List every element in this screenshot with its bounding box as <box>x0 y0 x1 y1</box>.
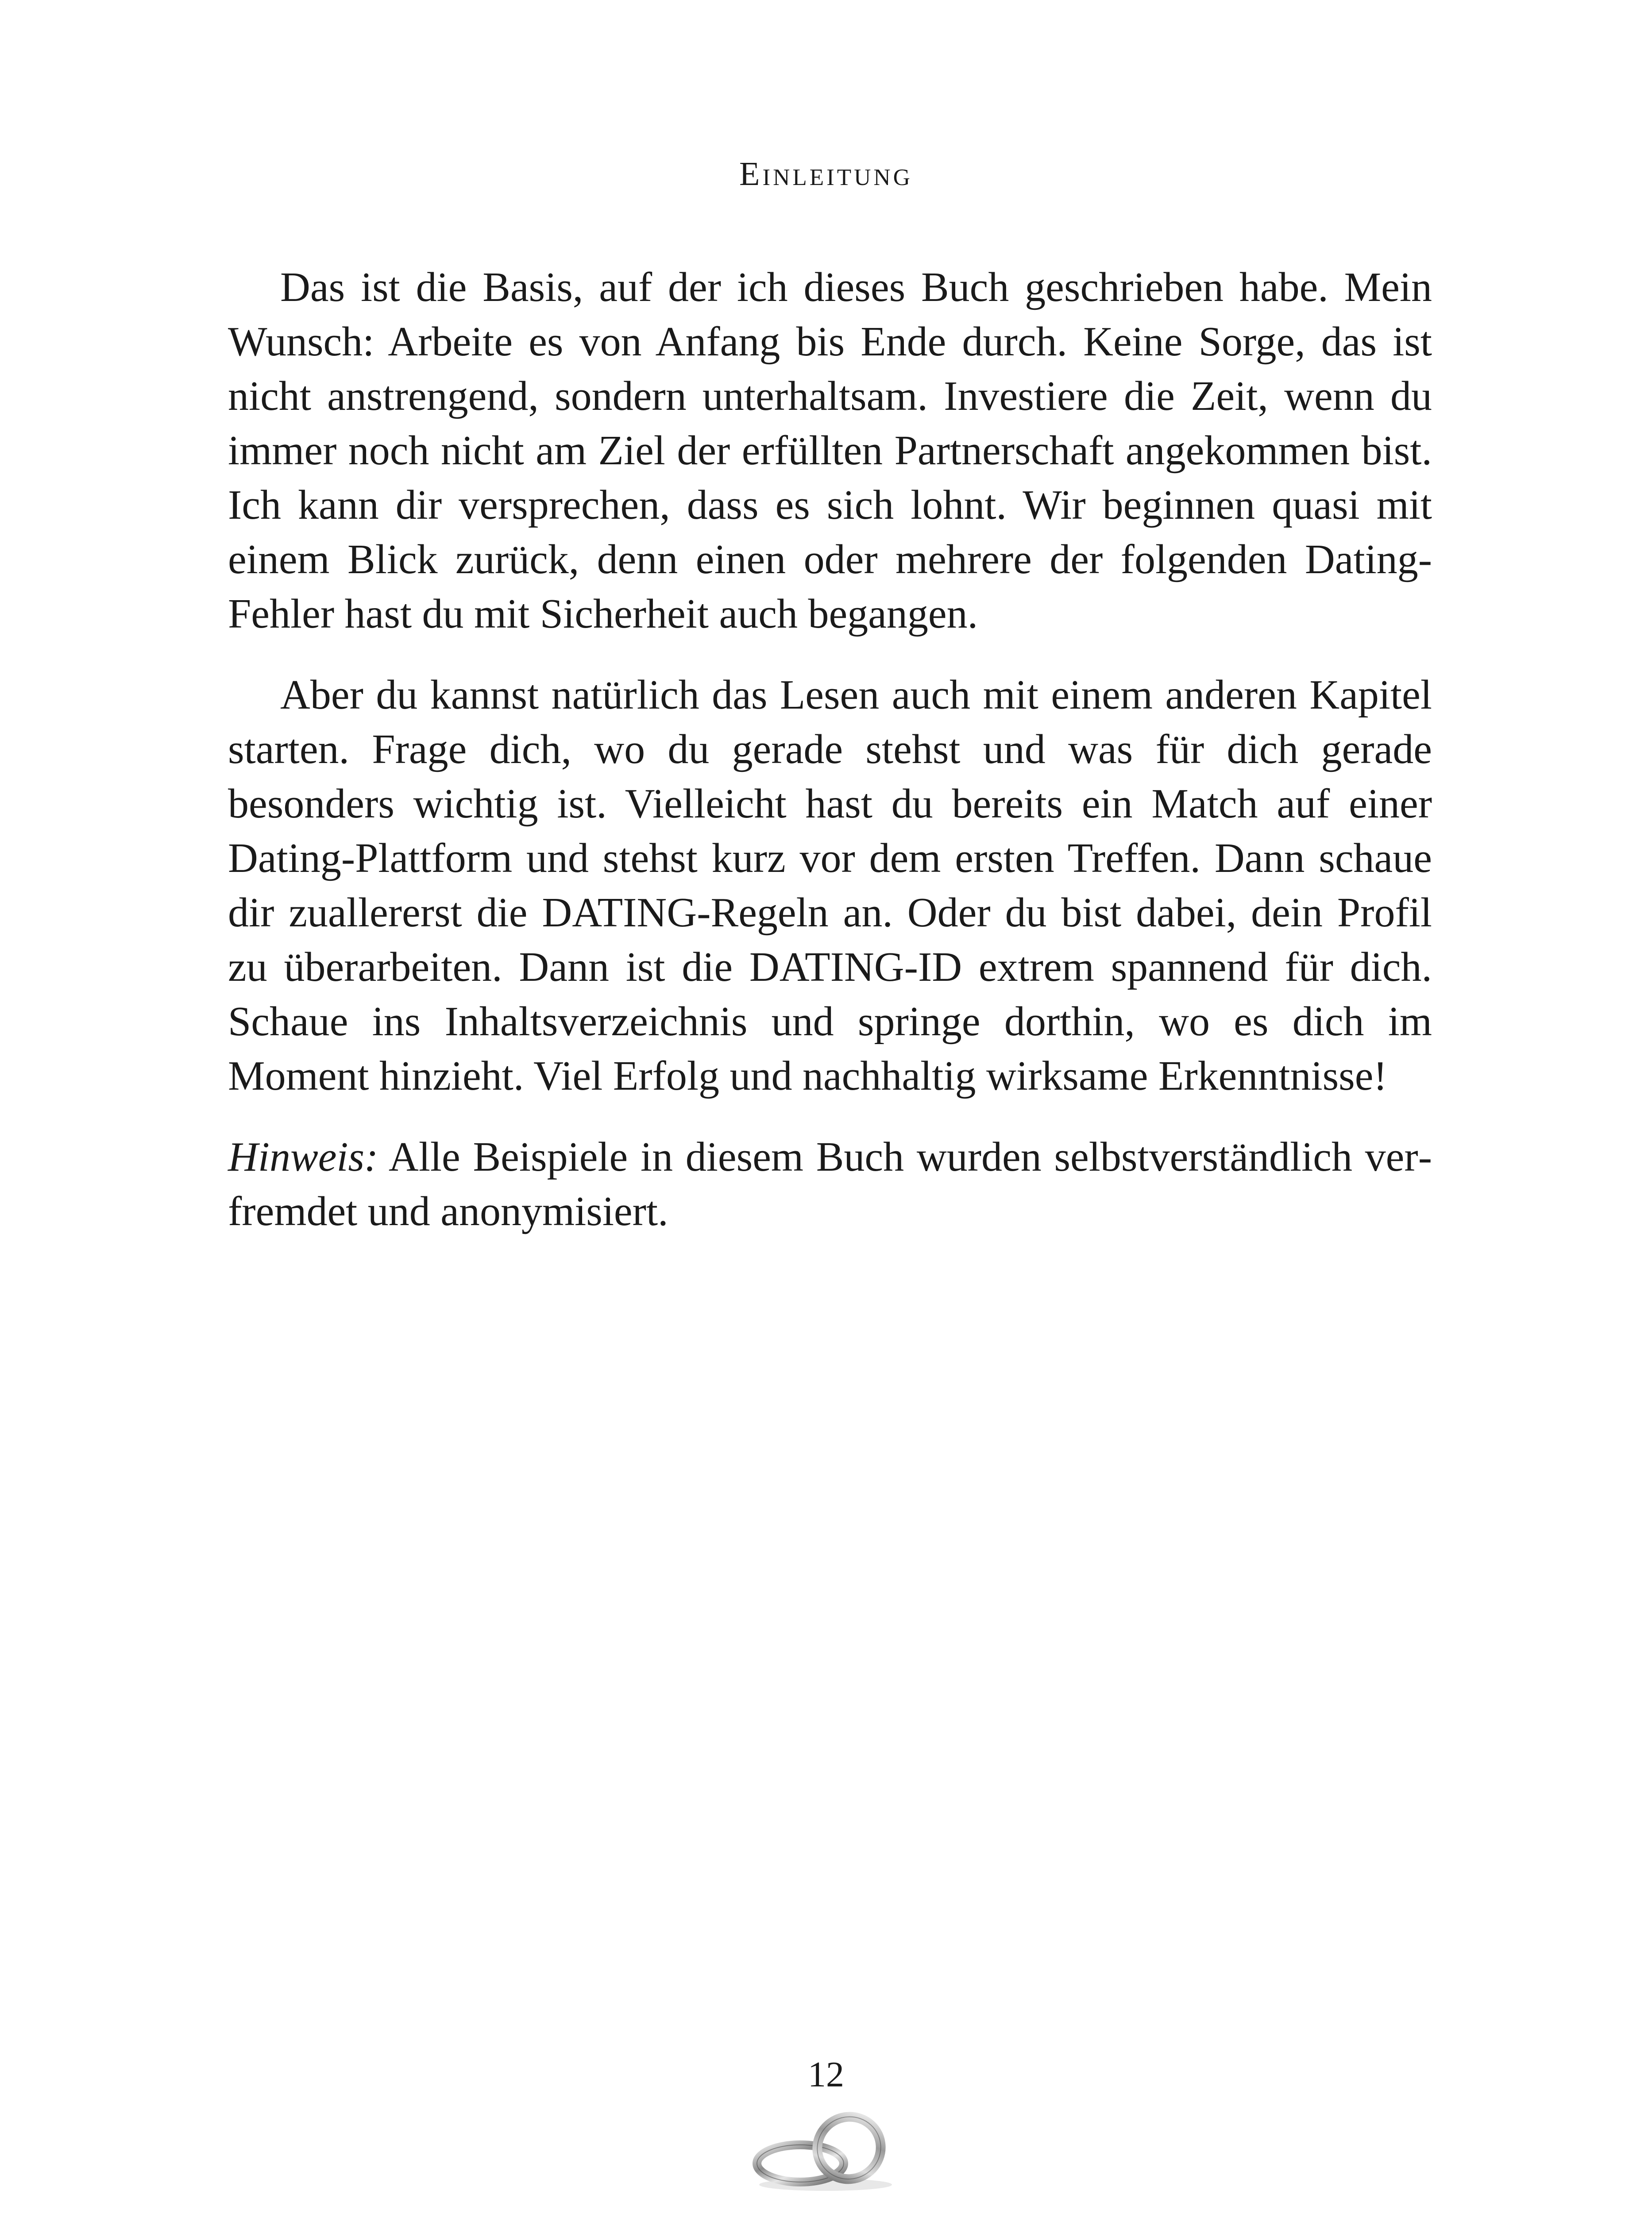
running-head: Einleitung <box>739 155 913 193</box>
note-paragraph <box>228 1130 1432 1239</box>
wedding-rings-icon <box>748 2106 899 2194</box>
paragraph-2: Aber du kannst natürlich das Lesen auch mit einem anderen Kapitel starten. Frage dich, wo du gerade stehst und was für dich gerade besonders wichtig ist. Vielleicht hast du bereits ein Match auf einer Dating-Plattform und stehst kurz vor dem ersten Treffen. Dann schaue dir zuallererst die DATING-Regeln an. Oder du bist dabei, dein Profil zu überarbeiten. Dann ist die DATING-ID extrem spannend für dich. Schaue ins Inhaltsverzeichnis und springe dorthin, wo es dich im Moment hinzieht. Viel Erfolg und nachhaltig wirksame Erkenntnisse! <box>228 672 1432 1099</box>
body-text <box>228 260 1432 1239</box>
page-number: 12 <box>808 2054 844 2094</box>
note-text: Alle Beispiele in diesem Buch wurden selbstverständlich verfremdet und anonymisiert. <box>228 1134 1432 1234</box>
note-label: Hinweis: <box>228 1134 378 1180</box>
paragraph-1: Das ist die Basis, auf der ich dieses Buch geschrieben habe. Mein Wunsch: Arbeite es von Anfang bis Ende durch. Keine Sorge, das ist nicht anstrengend, sondern unterhaltsam. Investiere die Zeit, wenn du immer noch nicht am Ziel der erfüllten Partnerschaft angekommen bist. Ich kann dir versprechen, dass es sich lohnt. Wir beginnen quasi mit einem Blick zurück, denn einen oder mehrere der folgenden Dating-Fehler hast du mit Sicherheit auch begangen. <box>228 264 1432 637</box>
